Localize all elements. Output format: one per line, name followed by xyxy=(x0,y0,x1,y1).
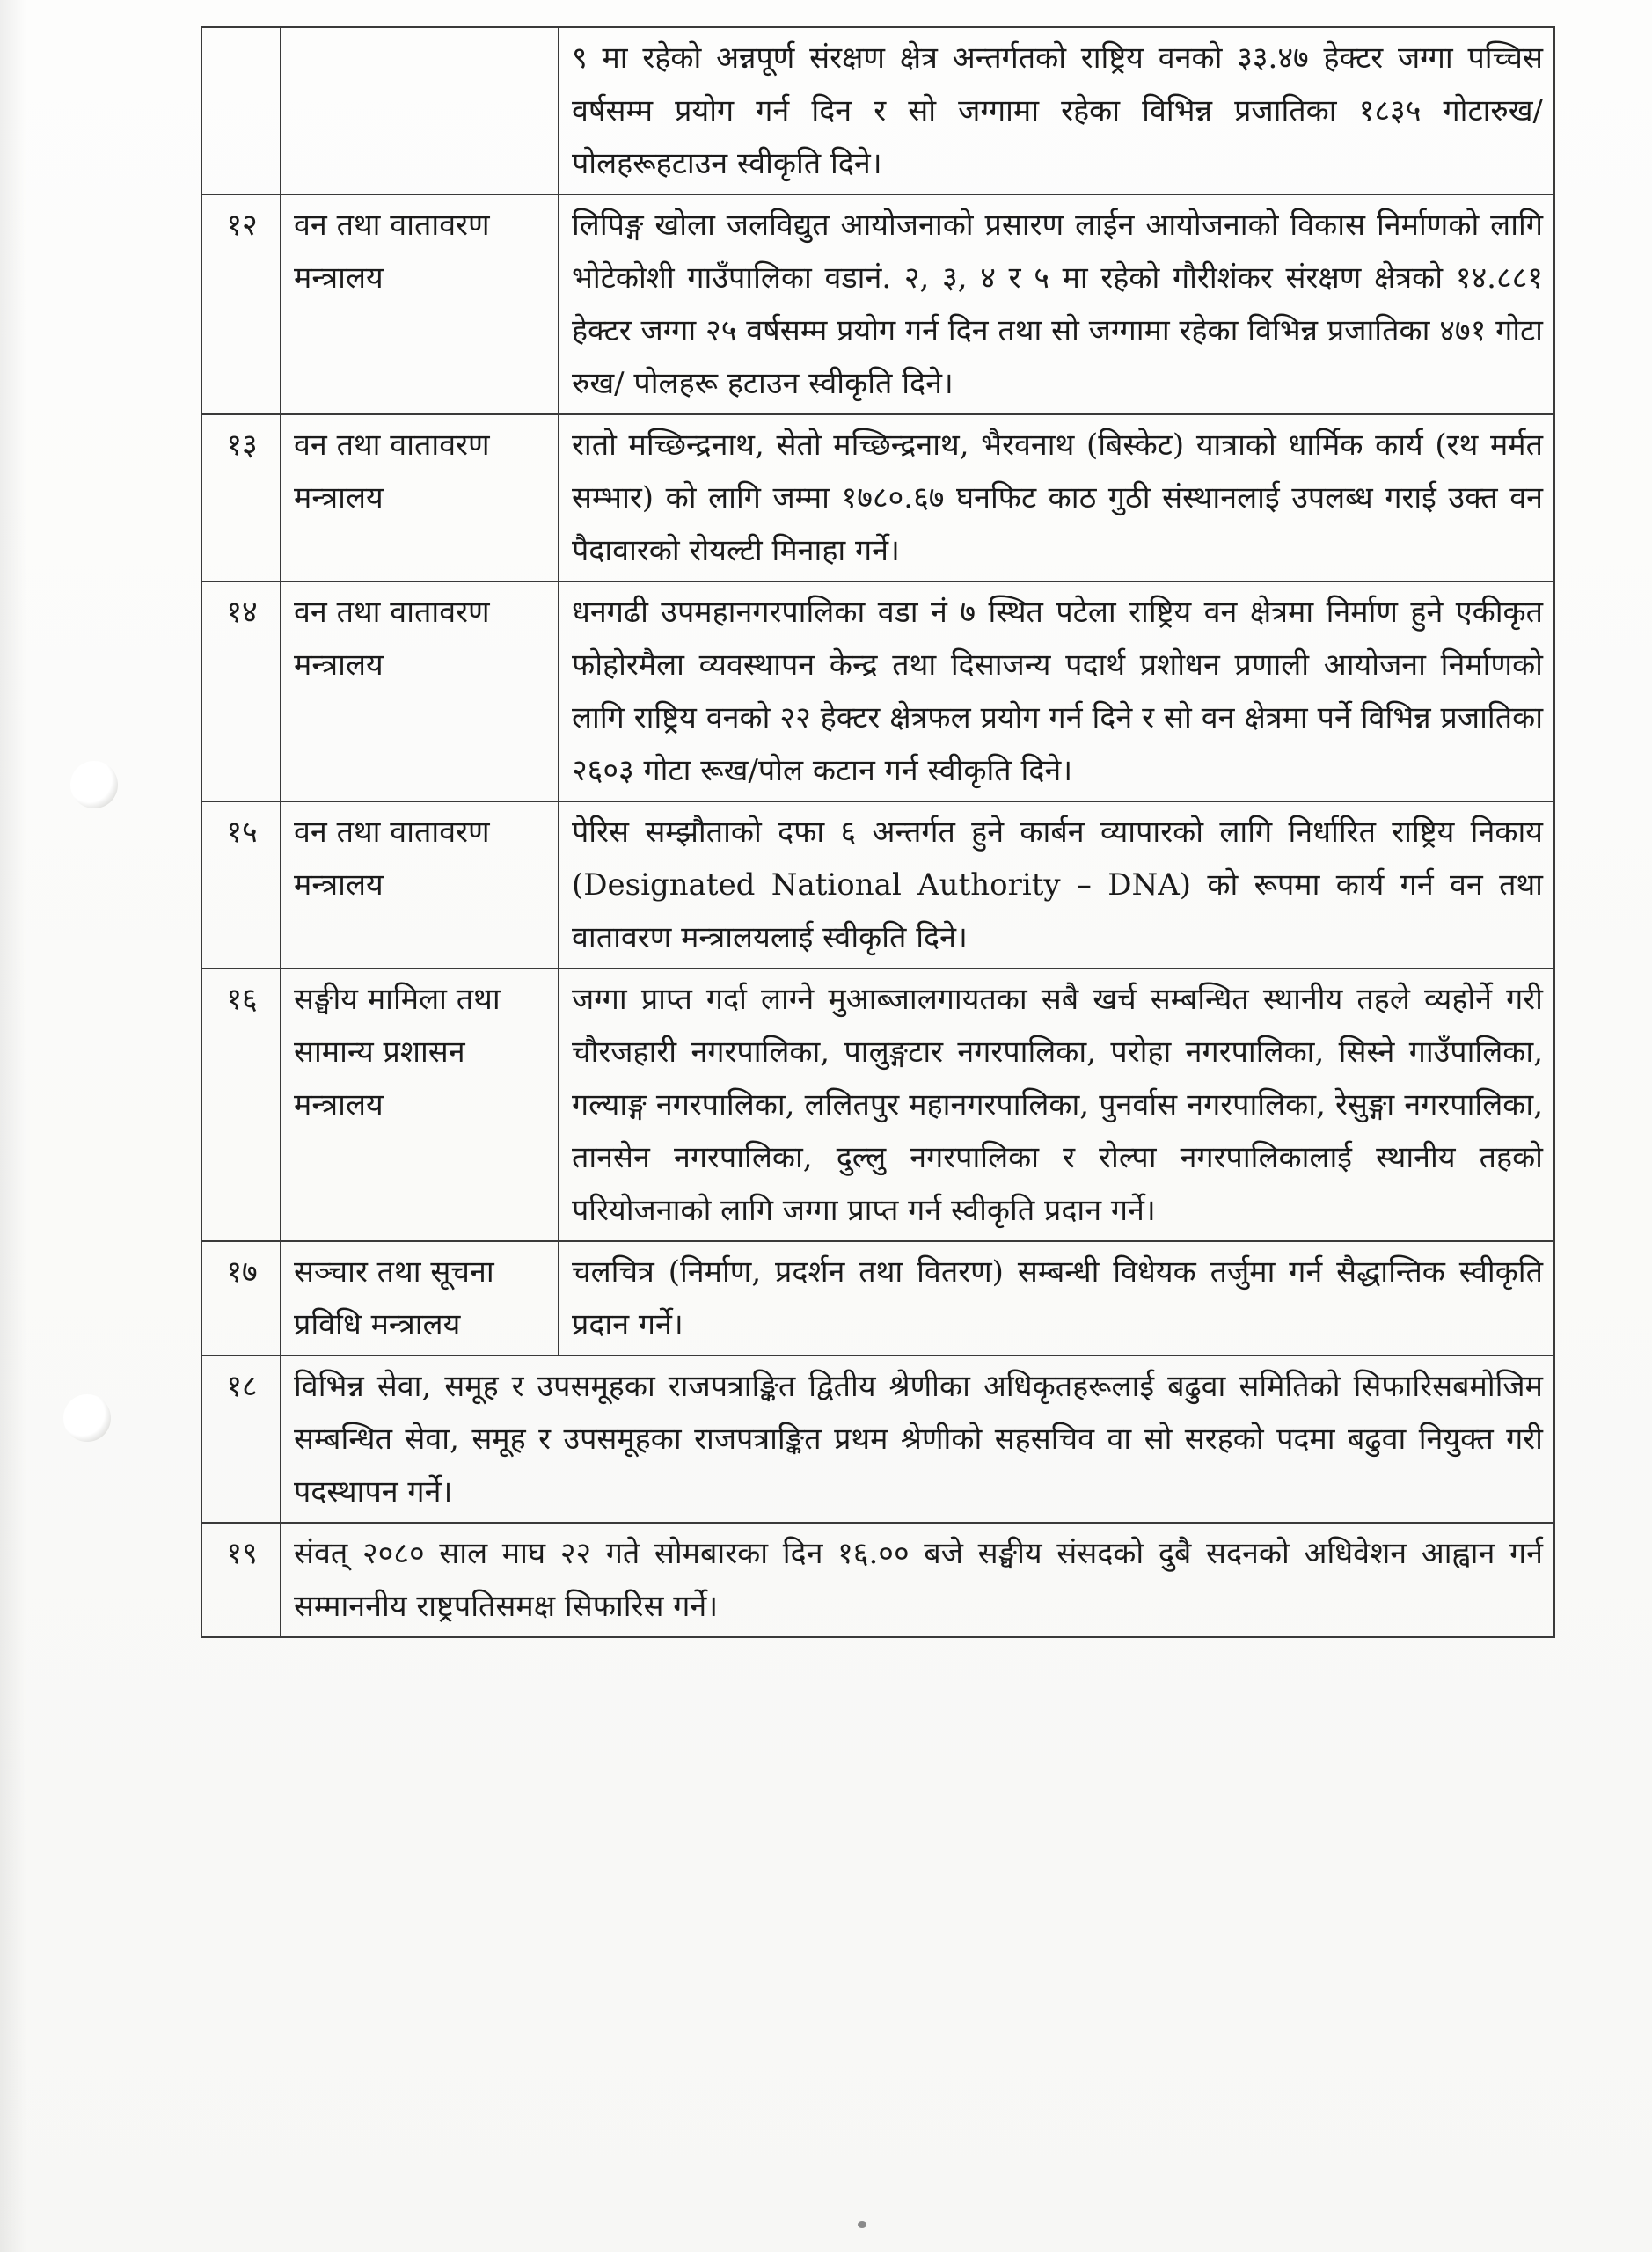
table-row xyxy=(201,414,1554,581)
decision-text: संवत् २०८० साल माघ २२ गते सोमबारका दिन १६.०० बजे सङ्घीय संसदको दुबै सदनको अधिवेशन आह्वान गर्न सम्माननीय राष्ट्रपतिसमक्ष सिफारिस गर्ने। xyxy=(281,1523,1554,1637)
decision-text: ९ मा रहेको अन्नपूर्ण संरक्षण क्षेत्र अन्तर्गतको राष्ट्रिय वनको ३३.४७ हेक्टर जग्गा पच्चिस वर्षसम्म प्रयोग गर्न दिन र सो जग्गामा रहेका विभिन्न प्रजातिका १८३५ गोटारुख/पोलहरूहटाउन स्वीकृति दिने। xyxy=(559,27,1554,194)
punch-hole xyxy=(63,1394,111,1442)
row-number: १२ xyxy=(201,194,281,414)
decisions-table xyxy=(201,26,1555,1638)
punch-hole xyxy=(70,761,118,808)
table-row xyxy=(201,581,1554,801)
table-row xyxy=(201,194,1554,414)
row-number: १६ xyxy=(201,969,281,1241)
table-row xyxy=(201,1523,1554,1637)
row-number: १५ xyxy=(201,801,281,969)
row-number xyxy=(201,27,281,194)
decision-text: जग्गा प्राप्त गर्दा लाग्ने मुआब्जालगायतका सबै खर्च सम्बन्धित स्थानीय तहले व्यहोर्ने गरी चौरजहारी नगरपालिका, पालुङ्गटार नगरपालिका, परोहा नगरपालिका, सिस्ने गाउँपालिका, गल्याङ्ग नगरपालिका, ललितपुर महानगरपालिका, पुनर्वास नगरपालिका, रेसुङ्गा नगरपालिका, तानसेन नगरपालिका, दुल्लु नगरपालिका र रोल्पा नगरपालिकालाई स्थानीय तहको परियोजनाको लागि जग्गा प्राप्त गर्न स्वीकृति प्रदान गर्ने। xyxy=(559,969,1554,1241)
scan-speck xyxy=(858,2221,866,2228)
ministry-cell xyxy=(281,27,559,194)
ministry-cell: सञ्चार तथा सूचना प्रविधि मन्त्रालय xyxy=(281,1241,559,1356)
page-edge-shadow xyxy=(0,0,26,2252)
decision-text: लिपिङ्ग खोला जलविद्युत आयोजनाको प्रसारण लाईन आयोजनाको विकास निर्माणको लागि भोटेकोशी गाउँपालिका वडानं. २, ३, ४ र ५ मा रहेको गौरीशंकर संरक्षण क्षेत्रको १४.८८१ हेक्टर जग्गा २५ वर्षसम्म प्रयोग गर्न दिन तथा सो जग्गामा रहेका विभिन्न प्रजातिका ४७१ गोटा रुख/ पोलहरू हटाउन स्वीकृति दिने। xyxy=(559,194,1554,414)
row-number: १३ xyxy=(201,414,281,581)
decision-text: रातो मच्छिन्द्रनाथ, सेतो मच्छिन्द्रनाथ, भैरवनाथ (बिस्केट) यात्राको धार्मिक कार्य (रथ मर्मत सम्भार) को लागि जम्मा १७८०.६७ घनफिट काठ गुठी संस्थानलाई उपलब्ध गराई उक्त वन पैदावारको रोयल्टी मिनाहा गर्ने। xyxy=(559,414,1554,581)
ministry-cell: वन तथा वातावरण मन्त्रालय xyxy=(281,194,559,414)
row-number: १४ xyxy=(201,581,281,801)
table-row xyxy=(201,1356,1554,1523)
table-row xyxy=(201,27,1554,194)
decision-text: विभिन्न सेवा, समूह र उपसमूहका राजपत्राङ्कित द्वितीय श्रेणीका अधिकृतहरूलाई बढुवा समितिको सिफारिसबमोजिम सम्बन्धित सेवा, समूह र उपसमूहका राजपत्राङ्कित प्रथम श्रेणीको सहसचिव वा सो सरहको पदमा बढुवा नियुक्त गरी पदस्थापन गर्ने। xyxy=(281,1356,1554,1523)
table-row xyxy=(201,969,1554,1241)
decision-text: धनगढी उपमहानगरपालिका वडा नं ७ स्थित पटेला राष्ट्रिय वन क्षेत्रमा निर्माण हुने एकीकृत फोहोरमैला व्यवस्थापन केन्द्र तथा दिसाजन्य पदार्थ प्रशोधन प्रणाली आयोजना निर्माणको लागि राष्ट्रिय वनको २२ हेक्टर क्षेत्रफल प्रयोग गर्न दिने र सो वन क्षेत्रमा पर्ने विभिन्न प्रजातिका २६०३ गोटा रूख/पोल कटान गर्न स्वीकृति दिने। xyxy=(559,581,1554,801)
row-number: १९ xyxy=(201,1523,281,1637)
row-number: १८ xyxy=(201,1356,281,1523)
table-row xyxy=(201,1241,1554,1356)
ministry-cell: वन तथा वातावरण मन्त्रालय xyxy=(281,581,559,801)
decision-text: पेरिस सम्झौताको दफा ६ अन्तर्गत हुने कार्बन व्यापारको लागि निर्धारित राष्ट्रिय निकाय (Designated National Authority – DNA) को रूपमा कार्य गर्न वन तथा वातावरण मन्त्रालयलाई स्वीकृति दिने। xyxy=(559,801,1554,969)
row-number: १७ xyxy=(201,1241,281,1356)
ministry-cell: वन तथा वातावरण मन्त्रालय xyxy=(281,414,559,581)
table-row xyxy=(201,801,1554,969)
ministry-cell: सङ्घीय मामिला तथा सामान्य प्रशासन मन्त्रालय xyxy=(281,969,559,1241)
ministry-cell: वन तथा वातावरण मन्त्रालय xyxy=(281,801,559,969)
decision-text: चलचित्र (निर्माण, प्रदर्शन तथा वितरण) सम्बन्धी विधेयक तर्जुमा गर्न सैद्धान्तिक स्वीकृति प्रदान गर्ने। xyxy=(559,1241,1554,1356)
